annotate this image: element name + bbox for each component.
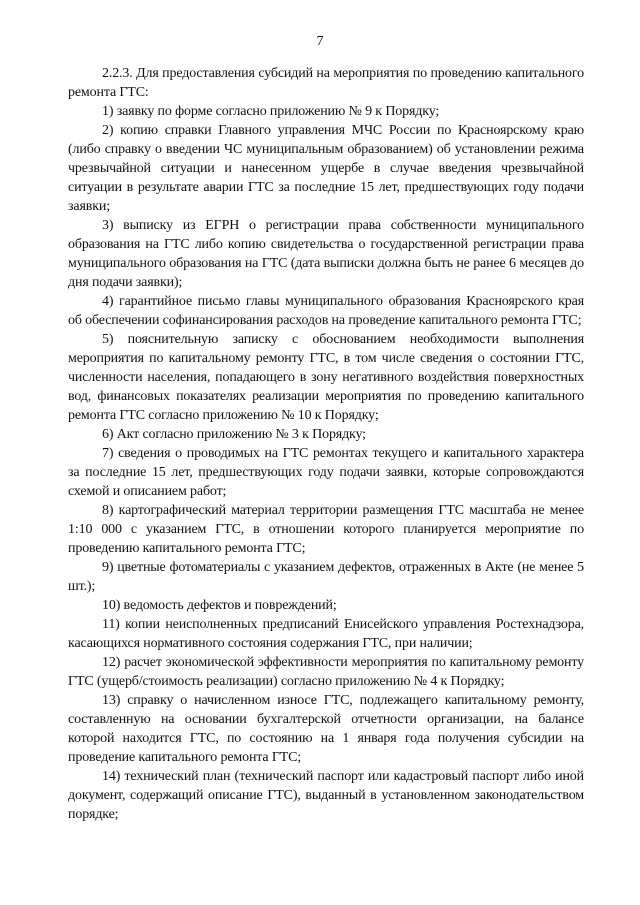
list-item-4: 4) гарантийное письмо главы муниципального образования Красноярского края об обеспечении софинансирования расходов на проведение капитального ремонта ГТС;	[68, 294, 584, 328]
list-item-12: 12) расчет экономической эффективности мероприятия по капитальному ремонту ГТС (ущерб/стоимость реализации) согласно приложению № 4 к Порядку;	[68, 655, 584, 689]
page-number: 7	[316, 34, 324, 49]
document-body	[68, 64, 584, 824]
list-item-14: 14) технический план (технический паспорт или кадастровый паспорт либо иной документ, содержащий описание ГТС), выданный в установленном законодательством порядке;	[68, 769, 584, 822]
section-heading-paragraph: 2.2.3. Для предоставления субсидий на мероприятия по проведению капитального ремонта ГТС:	[68, 66, 584, 100]
list-item-8: 8) картографический материал территории размещения ГТС масштаба не менее 1:10 000 с указанием ГТС, в отношении которого планируется мероприятие по проведению капитального ремонта ГТС;	[68, 503, 584, 556]
list-item-3: 3) выписку из ЕГРН о регистрации права собственности муниципального образования на ГТС либо копию свидетельства о государственной регистрации права муниципального образования на ГТС (дата выписки должна быть не ранее 6 месяцев до дня подачи заявки);	[68, 218, 584, 290]
list-item-13: 13) справку о начисленном износе ГТС, подлежащего капитальному ремонту, составленную на основании бухгалтерской отчетности организации, на балансе которой находится ГТС, по состоянию на 1 января года получения субсидии на проведение капитального ремонта ГТС;	[68, 693, 584, 765]
list-item-10: 10) ведомость дефектов и повреждений;	[102, 598, 337, 613]
list-item-1: 1) заявку по форме согласно приложению № 9 к Порядку;	[102, 104, 440, 119]
list-item-5: 5) пояснительную записку с обоснованием необходимости выполнения мероприятия по капитальному ремонту ГТС, в том числе сведения о состоянии ГТС, численности населения, попадающего в зону негативного воздействия поверхностных вод, финансовых показателях реализации мероприятия по проведению капитального ремонта ГТС согласно приложению № 10 к Порядку;	[68, 332, 584, 423]
list-item-2: 2) копию справки Главного управления МЧС России по Красноярскому краю (либо справку о введении ЧС муниципальным образованием) об установлении режима чрезвычайной ситуации и нанесенном ущербе в случае введения чрезвычайной ситуации в результате аварии ГТС за последние 15 лет, предшествующих году подачи заявки;	[68, 123, 584, 214]
list-item-11: 11) копии неисполненных предписаний Енисейского управления Ростехнадзора, касающихся нормативного состояния содержания ГТС, при наличии;	[68, 617, 584, 651]
list-item-7: 7) сведения о проводимых на ГТС ремонтах текущего и капитального характера за последние 15 лет, предшествующих году подачи заявки, которые сопровождаются схемой и описанием работ;	[68, 446, 584, 499]
list-item-6: 6) Акт согласно приложению № 3 к Порядку;	[102, 427, 366, 442]
list-item-9: 9) цветные фотоматериалы с указанием дефектов, отраженных в Акте (не менее 5 шт.);	[68, 560, 584, 594]
